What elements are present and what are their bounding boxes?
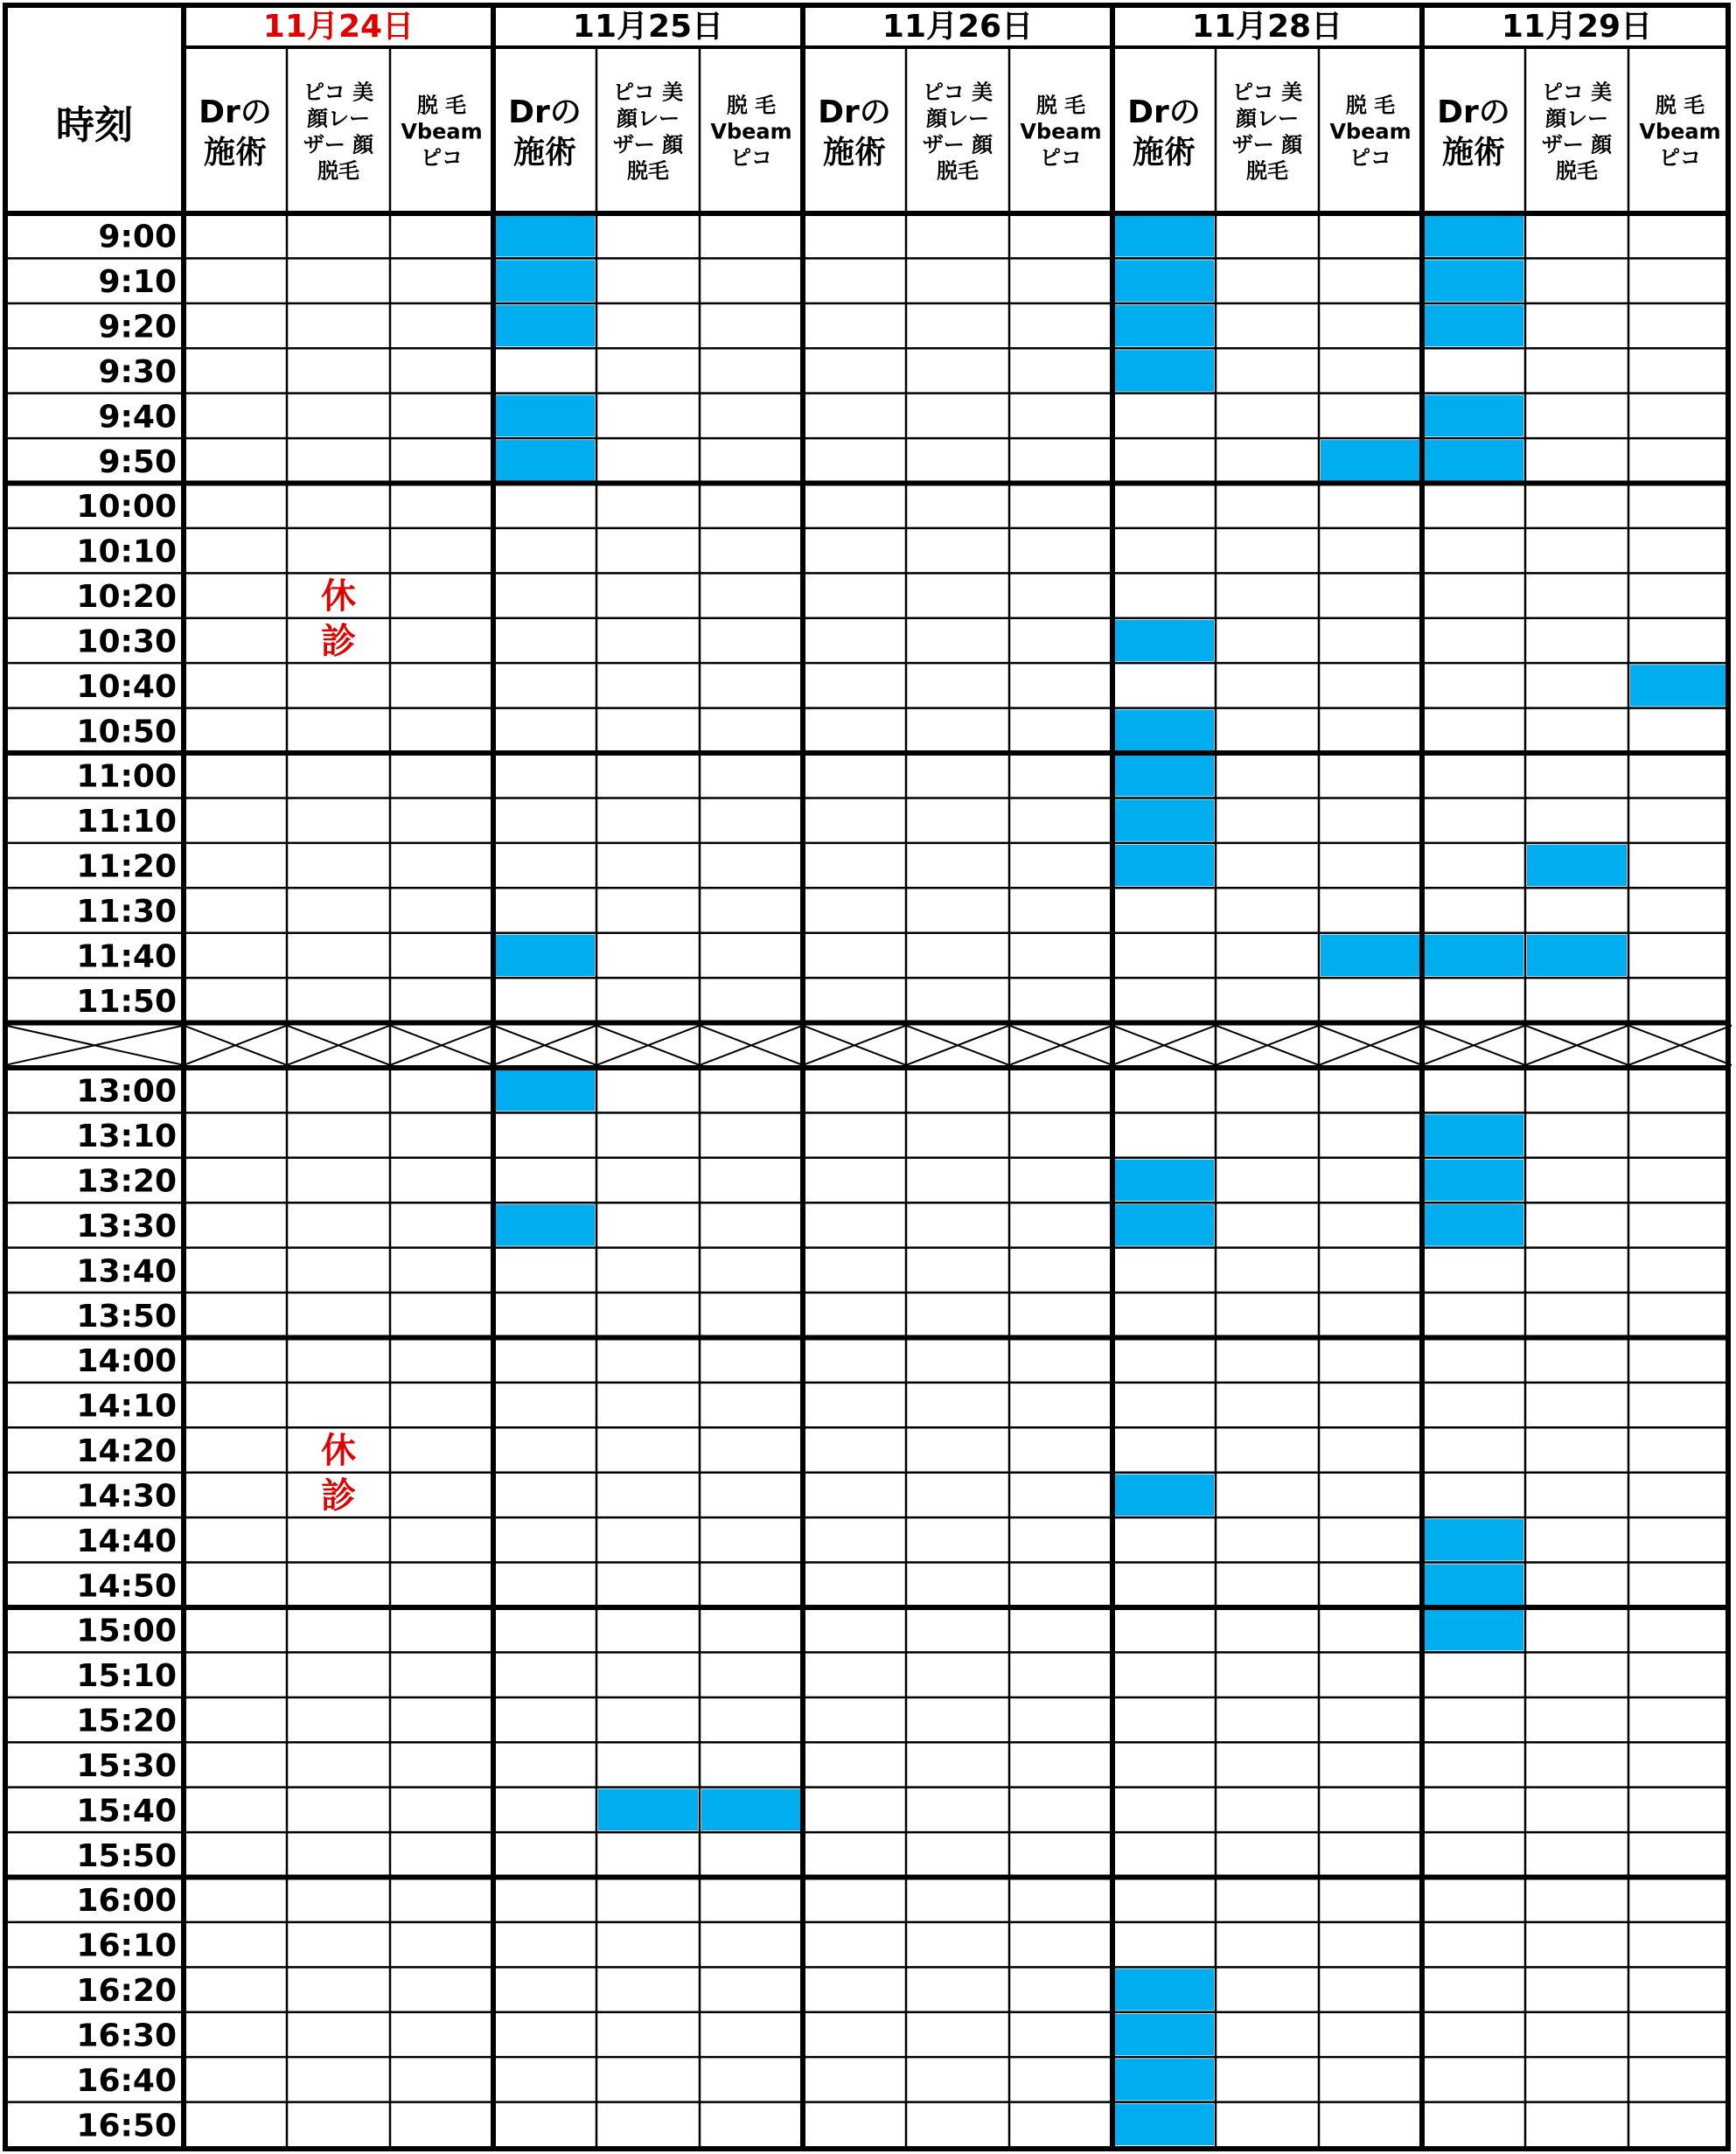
booked-slot xyxy=(1114,1204,1214,1245)
treatment-column-label: ピコ 美 xyxy=(612,80,684,105)
time-label: 9:20 xyxy=(98,309,177,345)
time-label: 15:50 xyxy=(76,1837,177,1874)
time-label: 13:30 xyxy=(76,1208,177,1244)
time-label: 16:50 xyxy=(76,2108,177,2144)
treatment-column-label: ピコ xyxy=(730,145,772,171)
treatment-column-label: 施術 xyxy=(1132,134,1196,171)
treatment-column-label: 施術 xyxy=(512,134,577,171)
treatment-column-label: ピコ xyxy=(1659,145,1701,171)
time-label: 16:40 xyxy=(76,2062,177,2099)
treatment-column-label: ピコ 美 xyxy=(1541,80,1613,105)
time-label: 13:00 xyxy=(76,1073,177,1110)
time-label: 13:20 xyxy=(76,1163,177,1200)
treatment-column-label: ピコ 美 xyxy=(922,80,993,105)
date-header: 11月24日 xyxy=(262,9,415,45)
booked-slot xyxy=(1424,1204,1523,1245)
treatment-column-label: 脱毛 xyxy=(317,158,359,184)
booked-slot xyxy=(1424,215,1523,256)
time-label: 10:30 xyxy=(76,624,177,660)
booked-slot xyxy=(1114,260,1214,301)
treatment-column-label: Vbeam xyxy=(1329,119,1412,144)
time-label: 10:50 xyxy=(76,714,177,750)
treatment-column-label: Drの xyxy=(508,94,582,130)
treatment-column-label: 施術 xyxy=(1441,134,1506,171)
booked-slot xyxy=(495,440,595,481)
booked-slot xyxy=(1424,440,1523,481)
closed-label: 休 xyxy=(321,1431,356,1472)
time-label: 16:10 xyxy=(76,1927,177,1964)
time-label: 15:40 xyxy=(76,1793,177,1830)
time-label: 13:40 xyxy=(76,1253,177,1290)
treatment-column-label: Vbeam xyxy=(1639,119,1721,144)
booked-slot xyxy=(1114,799,1214,840)
booked-slot xyxy=(1114,710,1214,751)
time-label: 14:30 xyxy=(76,1478,177,1515)
booked-slot xyxy=(1114,1969,1214,2010)
time-label: 9:50 xyxy=(98,443,177,480)
treatment-column-label: 顔レー xyxy=(1545,106,1608,131)
time-label: 9:00 xyxy=(98,219,177,255)
booked-slot xyxy=(1630,665,1730,706)
date-header: 11月26日 xyxy=(882,9,1034,45)
treatment-column-label: Vbeam xyxy=(401,119,483,144)
time-label: 9:30 xyxy=(98,353,177,390)
booked-slot xyxy=(701,1789,801,1830)
treatment-column-label: ピコ xyxy=(1349,145,1391,171)
treatment-column-label: Vbeam xyxy=(1020,119,1102,144)
booked-slot xyxy=(495,395,595,436)
time-label: 13:10 xyxy=(76,1119,177,1155)
treatment-column-label: ピコ xyxy=(1040,145,1082,171)
time-label: 9:40 xyxy=(98,399,177,436)
treatment-column-label: 顔レー xyxy=(617,106,680,131)
time-label: 11:30 xyxy=(76,893,177,930)
booked-slot xyxy=(1424,395,1523,436)
treatment-column-label: ザー 顔 xyxy=(612,132,684,157)
treatment-column-label: ピコ xyxy=(421,145,463,171)
booked-slot xyxy=(1114,215,1214,256)
booked-slot xyxy=(598,1789,698,1830)
treatment-column-label: ザー 顔 xyxy=(922,132,993,157)
booked-slot xyxy=(1424,1565,1523,1606)
date-header: 11月25日 xyxy=(572,9,724,45)
time-label: 15:00 xyxy=(76,1613,177,1649)
treatment-column-label: Vbeam xyxy=(710,119,792,144)
closed-label: 診 xyxy=(321,621,356,662)
time-label: 11:50 xyxy=(76,983,177,1020)
booked-slot xyxy=(1321,440,1420,481)
booked-slot xyxy=(1114,2104,1214,2145)
time-label: 14:10 xyxy=(76,1388,177,1425)
treatment-column-label: Drの xyxy=(1437,94,1510,130)
treatment-column-label: 脱毛 xyxy=(937,158,979,184)
treatment-column-label: 脱 毛 xyxy=(726,93,777,118)
booked-slot xyxy=(495,215,595,256)
booked-slot xyxy=(1424,1160,1523,1201)
booked-slot xyxy=(1114,2059,1214,2100)
closed-label: 休 xyxy=(321,576,356,617)
treatment-column-label: Drの xyxy=(818,94,891,130)
time-label: 15:10 xyxy=(76,1658,177,1695)
booked-slot xyxy=(1114,350,1214,391)
treatment-column-label: 脱毛 xyxy=(627,158,669,184)
booked-slot xyxy=(495,1204,595,1245)
time-label: 11:40 xyxy=(76,938,177,975)
closed-label: 診 xyxy=(321,1475,356,1516)
time-label: 11:10 xyxy=(76,804,177,840)
treatment-column-label: 施術 xyxy=(203,134,268,171)
booked-slot xyxy=(1114,845,1214,886)
date-header: 11月28日 xyxy=(1191,9,1343,45)
treatment-column-label: Drの xyxy=(1127,94,1201,130)
time-label: 10:40 xyxy=(76,668,177,705)
booked-slot xyxy=(1527,845,1627,886)
treatment-column-label: 顔レー xyxy=(926,106,989,131)
booked-slot xyxy=(1321,935,1420,976)
treatment-column-label: 脱 毛 xyxy=(1345,93,1396,118)
time-label: 11:00 xyxy=(76,758,177,795)
time-label: 10:10 xyxy=(76,533,177,570)
time-label: 14:40 xyxy=(76,1523,177,1559)
treatment-column-label: 施術 xyxy=(822,134,887,171)
booked-slot xyxy=(1527,935,1627,976)
booked-slot xyxy=(1114,620,1214,661)
time-label: 13:50 xyxy=(76,1298,177,1335)
time-label: 11:20 xyxy=(76,848,177,885)
treatment-column-label: ピコ 美 xyxy=(303,80,374,105)
booked-slot xyxy=(1424,1609,1523,1650)
booked-slot xyxy=(1114,305,1214,346)
booked-slot xyxy=(1114,2014,1214,2055)
date-header: 11月29日 xyxy=(1501,9,1653,45)
time-label: 14:00 xyxy=(76,1343,177,1380)
treatment-column-label: 脱毛 xyxy=(1556,158,1598,184)
booked-slot xyxy=(1424,1519,1523,1560)
treatment-column-label: 顔レー xyxy=(307,106,370,131)
time-label: 16:20 xyxy=(76,1973,177,2010)
booked-slot xyxy=(1424,1114,1523,1155)
treatment-column-label: 脱 毛 xyxy=(1035,93,1086,118)
treatment-column-label: ザー 顔 xyxy=(303,132,374,157)
time-label: 15:20 xyxy=(76,1703,177,1739)
booked-slot xyxy=(1114,1160,1214,1201)
time-header: 時刻 xyxy=(56,103,133,148)
treatment-column-label: ザー 顔 xyxy=(1541,132,1613,157)
time-label: 15:30 xyxy=(76,1747,177,1784)
time-label: 10:20 xyxy=(76,579,177,616)
treatment-column-label: Drの xyxy=(199,94,272,130)
time-label: 16:00 xyxy=(76,1883,177,1920)
treatment-column-label: 脱毛 xyxy=(1246,158,1288,184)
treatment-column-label: 顔レー xyxy=(1236,106,1299,131)
booked-slot xyxy=(1424,305,1523,346)
booked-slot xyxy=(1424,260,1523,301)
booked-slot xyxy=(495,305,595,346)
booked-slot xyxy=(495,1070,595,1111)
booked-slot xyxy=(1424,935,1523,976)
time-label: 9:10 xyxy=(98,264,177,301)
treatment-column-label: 脱 毛 xyxy=(1655,93,1705,118)
booked-slot xyxy=(495,935,595,976)
time-label: 16:30 xyxy=(76,2018,177,2054)
booked-slot xyxy=(495,260,595,301)
treatment-column-label: 脱 毛 xyxy=(416,93,467,118)
time-label: 14:20 xyxy=(76,1433,177,1470)
treatment-column-label: ピコ 美 xyxy=(1231,80,1303,105)
time-label: 10:00 xyxy=(76,489,177,526)
treatment-column-label: ザー 顔 xyxy=(1231,132,1303,157)
booked-slot xyxy=(1114,755,1214,796)
booked-slot xyxy=(1114,1474,1214,1516)
time-label: 14:50 xyxy=(76,1568,177,1605)
